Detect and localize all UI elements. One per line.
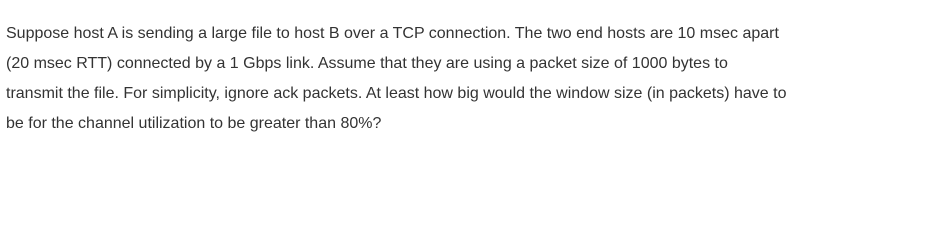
question-line: Suppose host A is sending a large file to host B over a TCP connection. The two end hosts are 10 msec apart — [6, 25, 779, 42]
question-line: (20 msec RTT) connected by a 1 Gbps link. Assume that they are using a packet size of 1000 bytes to — [6, 55, 728, 72]
question-line: transmit the file. For simplicity, ignore ack packets. At least how big would the window size (in packets) have to — [6, 85, 787, 102]
question-text — [6, 19, 926, 139]
question-line: be for the channel utilization to be greater than 80%? — [6, 115, 382, 132]
